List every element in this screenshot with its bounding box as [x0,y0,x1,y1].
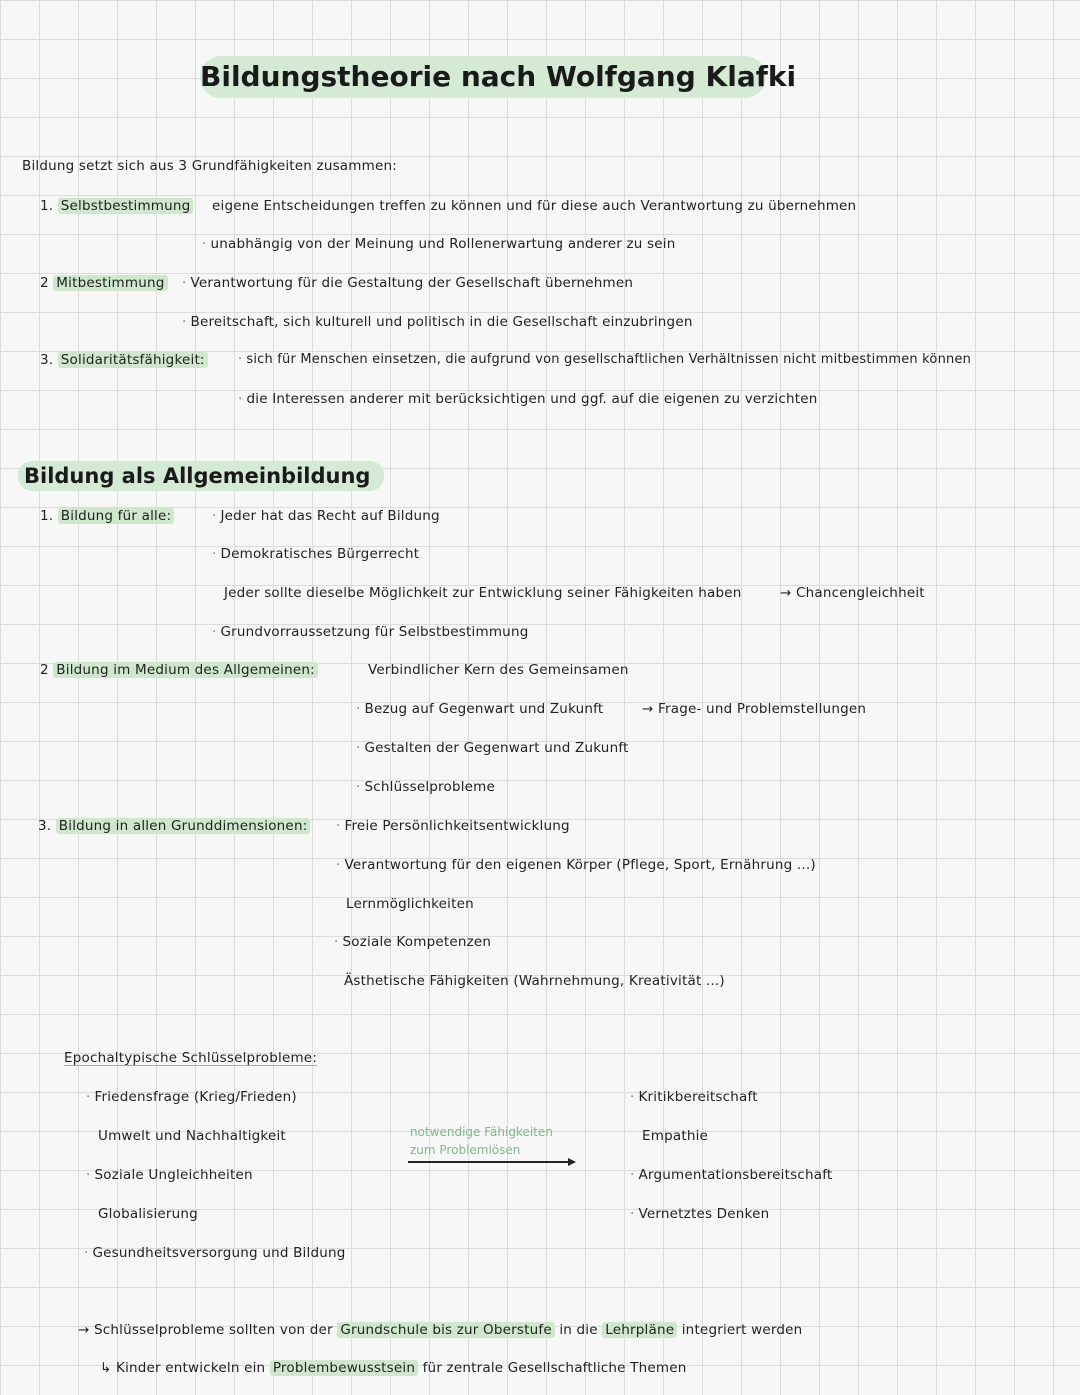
allgemeinbildung-3-point-3: Lernmöglichkeiten [346,896,474,912]
allgemeinbildung-item-1 [40,508,174,524]
fragestellungen-text: Frage- und Problemstellungen [658,701,867,717]
grundfaehigkeit-2-point-1: · Verantwortung für die Gestaltung der Gesellschaft übernehmen [182,275,634,291]
corner-arrow-icon: ↳ [100,1360,117,1376]
allgemeinbildung-2-point-1: Verbindlicher Kern des Gemeinsamen [368,662,629,678]
allgemeinbildung-3-point-5: Ästhetische Fähigkeiten (Wahrnehmung, Kreativität ...) [344,973,725,989]
conclusion-highlight-lehrplaene: Lehrpläne [602,1322,677,1338]
grundfaehigkeit-2-point-2-text: Bereitschaft, sich kulturell und politisch in die Gesellschaft einzubringen [190,314,693,330]
arrow-right-icon: → [78,1322,95,1338]
allgemeinbildung-3-point-4: · Soziale Kompetenzen [334,934,492,950]
allgemeinbildung-item-2-num: 2 [40,662,49,678]
schluesselproblem-5: · Gesundheitsversorgung und Bildung [84,1245,346,1261]
allgemeinbildung-2-point-2: · Bezug auf Gegenwart und Zukunft [356,701,604,717]
faehigkeit-4-text: Vernetztes Denken [638,1206,770,1222]
grundfaehigkeit-3-num: 3. [40,352,54,368]
arrow-label-2: zum Problemlösen [410,1143,521,1157]
grundfaehigkeit-3-label: Solidaritätsfähigkeit: [58,352,208,368]
grundfaehigkeit-2 [40,275,168,291]
arrow-right-icon: → [642,701,659,717]
allgemeinbildung-3-point-2: · Verantwortung für den eigenen Körper (Pflege, Sport, Ernährung ...) [336,857,816,873]
allgemeinbildung-item-3-label: Bildung in allen Grunddimensionen: [56,818,311,834]
conclusion-line-1-a: Schlüsselprobleme sollten von der [94,1322,333,1338]
conclusion-highlight-problembewusstsein: Problembewusstsein [270,1360,418,1376]
chancengleichheit-arrow [780,585,925,601]
conclusion-line-1-c: integriert werden [681,1322,803,1338]
fragestellungen-arrow [642,701,866,717]
grundfaehigkeit-1-point-1: eigene Entscheidungen treffen zu können und für diese auch Verantwortung zu übernehmen [212,198,857,214]
arrow-right-icon: → [780,585,797,601]
schluesselproblem-2: Umwelt und Nachhaltigkeit [98,1128,286,1144]
grundfaehigkeit-2-label: Mitbestimmung [53,275,167,291]
grundfaehigkeit-3-point-1: · sich für Menschen einsetzen, die aufgrund von gesellschaftlichen Verhältnissen nicht mitbestimmen können [238,352,972,367]
allgemeinbildung-1-point-3: Jeder sollte dieselbe Möglichkeit zur Entwicklung seiner Fähigkeiten haben [224,585,742,601]
grundfaehigkeit-3-point-2-text: die Interessen anderer mit berücksichtigen und ggf. auf die eigenen zu verzichten [246,391,818,407]
faehigkeit-3: · Argumentationsbereitschaft [630,1167,833,1183]
grundfaehigkeit-2-point-2: · Bereitschaft, sich kulturell und politisch in die Gesellschaft einzubringen [182,314,693,330]
allgemeinbildung-item-2 [40,662,318,678]
allgemeinbildung-item-1-num: 1. [40,508,54,524]
page-title: Bildungstheorie nach Wolfgang Klafki [200,56,766,98]
schluesselproblem-4: Globalisierung [98,1206,198,1222]
section-heading-allgemeinbildung: Bildung als Allgemeinbildung [18,461,384,491]
allgemeinbildung-item-1-label: Bildung für alle: [58,508,174,524]
grundfaehigkeit-3-point-1-text: sich für Menschen einsetzen, die aufgrund von gesellschaftlichen Verhältnissen nicht mitbestimmen können [246,352,972,367]
schluesselproblem-1: · Friedensfrage (Krieg/Frieden) [86,1089,297,1105]
grundfaehigkeit-1-num: 1. [40,198,54,214]
allgemeinbildung-1-point-1: · Jeder hat das Recht auf Bildung [212,508,440,524]
conclusion-line-2-b: für zentrale Gesellschaftliche Themen [422,1360,687,1376]
grundfaehigkeit-1-point-2: · unabhängig von der Meinung und Rollenerwartung anderer zu sein [202,236,676,252]
schluesselproblem-3: · Soziale Ungleichheiten [86,1167,253,1183]
arrow-label-1: notwendige Fähigkeiten [410,1125,553,1139]
grundfaehigkeit-1-point-2-text: unabhängig von der Meinung und Rollenerwartung anderer zu sein [210,236,676,252]
arrow-right-icon [568,1158,576,1166]
grundfaehigkeit-1 [40,198,193,214]
conclusion-line-2-a: Kinder entwickeln ein [116,1360,266,1376]
allgemeinbildung-2-point-3: · Gestalten der Gegenwart und Zukunft [356,740,629,756]
faehigkeit-2: Empathie [642,1128,709,1144]
conclusion-line-1-b: in die [559,1322,598,1338]
schluesselprobleme-heading: Epochaltypische Schlüsselprobleme: [64,1050,318,1066]
allgemeinbildung-item-2-label: Bildung im Medium des Allgemeinen: [53,662,318,678]
allgemeinbildung-1-point-2-text: Demokratisches Bürgerrecht [220,546,420,562]
grundfaehigkeit-1-label: Selbstbestimmung [58,198,194,214]
conclusion-line-2 [100,1360,686,1376]
conclusion-line-1 [78,1322,802,1338]
chancengleichheit-text: Chancengleichheit [796,585,925,601]
allgemeinbildung-3-point-4-text: Soziale Kompetenzen [342,934,492,950]
allgemeinbildung-1-point-4-text: Grundvorraussetzung für Selbstbestimmung [220,624,529,640]
allgemeinbildung-1-point-1-text: Jeder hat das Recht auf Bildung [220,508,440,524]
schluesselproblem-3-text: Soziale Ungleichheiten [94,1167,253,1183]
grundfaehigkeit-2-point-1-text: Verantwortung für die Gestaltung der Gesellschaft übernehmen [190,275,634,291]
schluesselproblem-5-text: Gesundheitsversorgung und Bildung [92,1245,346,1261]
allgemeinbildung-item-3 [38,818,310,834]
faehigkeit-1: · Kritikbereitschaft [630,1089,758,1105]
faehigkeit-1-text: Kritikbereitschaft [638,1089,758,1105]
allgemeinbildung-2-point-4-text: Schlüsselprobleme [364,779,496,795]
arrow-line [408,1161,570,1163]
grundfaehigkeit-3-point-2: · die Interessen anderer mit berücksichtigen und ggf. auf die eigenen zu verzichten [238,391,818,407]
allgemeinbildung-2-point-2-text: Bezug auf Gegenwart und Zukunft [364,701,604,717]
conclusion-highlight-grundschule: Grundschule bis zur Oberstufe [337,1322,555,1338]
allgemeinbildung-1-point-4: · Grundvorraussetzung für Selbstbestimmung [212,624,529,640]
grundfaehigkeit-2-num: 2 [40,275,49,291]
allgemeinbildung-1-point-2: · Demokratisches Bürgerrecht [212,546,420,562]
allgemeinbildung-2-point-4: · Schlüsselprobleme [356,779,496,795]
allgemeinbildung-3-point-2-text: Verantwortung für den eigenen Körper (Pflege, Sport, Ernährung ...) [344,857,816,873]
grundfaehigkeit-3 [40,352,208,368]
allgemeinbildung-3-point-1-text: Freie Persönlichkeitsentwicklung [344,818,570,834]
intro-text: Bildung setzt sich aus 3 Grundfähigkeiten zusammen: [22,158,397,174]
allgemeinbildung-2-point-3-text: Gestalten der Gegenwart und Zukunft [364,740,629,756]
allgemeinbildung-item-3-num: 3. [38,818,52,834]
allgemeinbildung-3-point-1: · Freie Persönlichkeitsentwicklung [336,818,570,834]
faehigkeit-4: · Vernetztes Denken [630,1206,770,1222]
schluesselproblem-1-text: Friedensfrage (Krieg/Frieden) [94,1089,297,1105]
faehigkeit-3-text: Argumentationsbereitschaft [638,1167,833,1183]
